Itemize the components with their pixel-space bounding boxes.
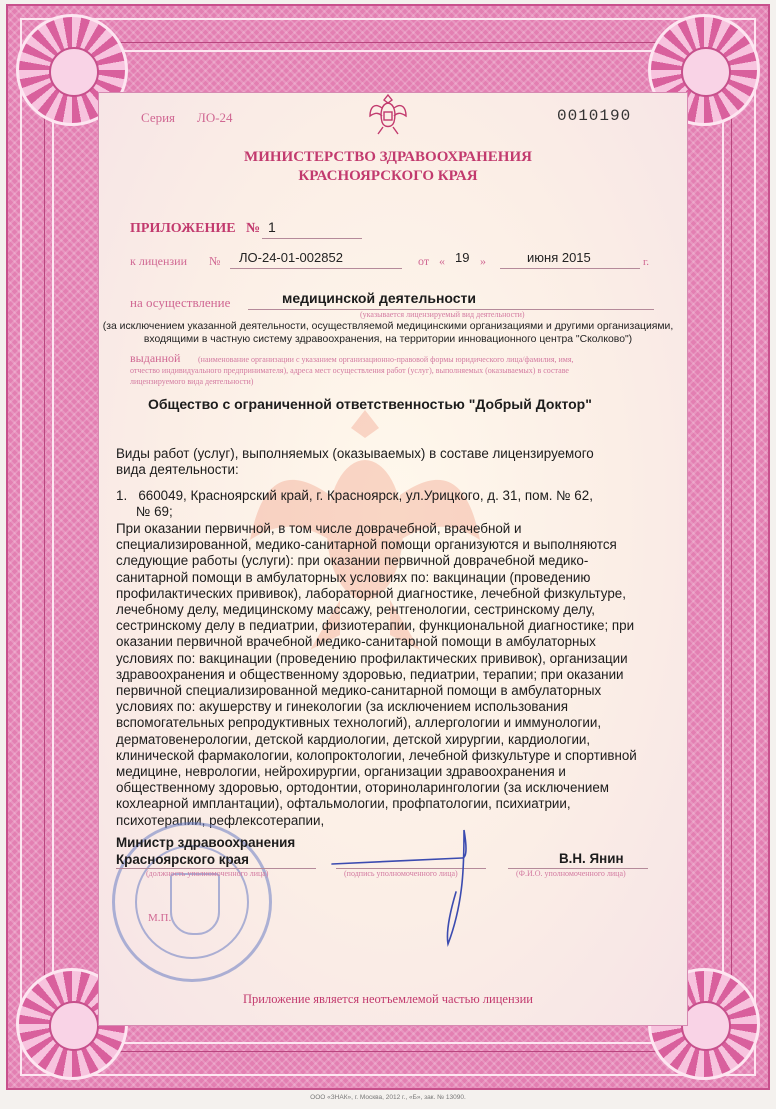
works-line: медицине, неврологии, нейрохирургии, организации здравоохранения и — [116, 764, 566, 780]
position-hint: (должность уполномоченного лица) — [146, 869, 269, 878]
appendix-number: 1 — [268, 219, 276, 235]
license-quote-close: » — [480, 254, 486, 268]
issued-label: выданной — [130, 351, 181, 365]
license-from-label: от — [418, 254, 430, 268]
works-heading — [116, 446, 682, 478]
signature-hint: (подпись уполномоченного лица) — [344, 869, 458, 878]
works-heading-line2: вида деятельности: — [116, 462, 239, 478]
license-month-year: июня 2015 — [527, 250, 591, 265]
organization-name: Общество с ограниченной ответственностью "Добрый Доктор" — [148, 396, 592, 412]
works-line: клинической фармакологии, колопроктологии, лечебной физкультуре и спортивной — [116, 747, 637, 763]
series-label: Серия — [141, 110, 176, 125]
works-line: При оказании первичной, в том числе доврачебной, врачебной и — [116, 521, 522, 536]
form-number: 0010190 — [557, 107, 632, 125]
coat-of-arms-icon — [368, 92, 408, 136]
signatory-position-line1: Министр здравоохранения — [116, 835, 296, 850]
printer-imprint: ООО «ЗНАК», г. Москва, 2012 г., «Б», зак. № 13090. — [310, 1094, 466, 1101]
works-line: лечебному делу, медицинскому массажу, рентгенологии, сестринскому делу, — [116, 602, 595, 618]
license-day: 19 — [455, 250, 470, 265]
works-line: специализированной, медико-санитарной помощи организуются и выполняются — [116, 537, 617, 553]
works-description — [116, 521, 682, 829]
works-line: сестринскому делу в педиатрии, физиотерапии, функциональной диагностике; при — [116, 618, 635, 634]
appendix-number-sign: № — [246, 221, 261, 236]
seal-emblem-icon — [170, 873, 220, 935]
license-number-sign: № — [209, 254, 221, 268]
ministry-title-line2: КРАСНОЯРСКОГО КРАЯ — [298, 168, 478, 184]
works-line: вспомогательных репродуктивных технологий), аллергологии и иммунологии, — [116, 715, 602, 731]
signatory-name: В.Н. Янин — [559, 851, 624, 866]
works-line: условиях по: акушерству и гинекологии (за исключением использования — [116, 699, 568, 715]
series-value: ЛО-24 — [197, 110, 233, 125]
activity-hint: (указывается лицензируемый вид деятельности) — [360, 310, 525, 319]
footer-note: Приложение является неотъемлемой частью лицензии — [243, 992, 533, 1006]
issued-hint-line2: отчество индивидуального предпринимателя), адреса мест осуществления работ (услуг), выполняемых (оказываемых) в составе — [130, 366, 569, 375]
issued-hint-line1: (наименование организации с указанием организационно-правовой формы юридического лица/фамилия, имя, — [198, 355, 574, 364]
works-line: санитарной помощи в амбулаторных условиях по: вакцинации (проведению — [116, 569, 591, 585]
works-line: кохлеарной имплантации), офтальмологии, профпатологии, психиатрии, — [116, 796, 571, 812]
seal-label: М.П. — [148, 912, 172, 924]
ministry-title-line1: МИНИСТЕРСТВО ЗДРАВООХРАНЕНИЯ — [244, 149, 532, 165]
works-address-line2: № 69; — [136, 504, 173, 520]
works-line: дерматовенерологии, детской кардиологии, детской хирургии, кардиологии, — [116, 731, 591, 747]
appendix-underline — [262, 238, 362, 239]
works-line: психотерапии, рефлексотерапии, — [116, 812, 325, 828]
works-line: условиях по: вакцинации (проведению профилактических прививок), организации — [116, 650, 628, 666]
works-line: здравоохранения и общественному здоровью, педиатрии, терапии; при оказании — [116, 666, 624, 682]
works-line: общественному здоровью, ортодонтии, оториноларингологии (за исключением — [116, 780, 609, 796]
works-line: первичной специализированной медико-санитарной помощи в амбулаторных — [116, 683, 602, 699]
activity-value: медицинской деятельности — [282, 290, 477, 306]
license-number: ЛО-24-01-002852 — [239, 250, 343, 265]
works-line: профилактических прививок), лабораторной диагностике, лечебной физкультуре, — [116, 585, 626, 601]
activity-note-line2: входящими в частную систему здравоохранения, на территории инновационного центра "Сколково") — [143, 334, 633, 345]
handwritten-signature-icon — [330, 822, 500, 950]
license-year-suffix: г. — [643, 256, 650, 268]
license-quote-open: « — [439, 254, 445, 268]
works-address — [116, 488, 682, 520]
works-item-number: 1. — [116, 488, 128, 503]
works-line: следующие работы (услуги): при оказании первичной доврачебной медико- — [116, 553, 589, 569]
works-line: оказании первичной врачебной медико-санитарной помощи в амбулаторных — [116, 634, 596, 650]
signatory-position-line2: Красноярского края — [116, 852, 249, 867]
activity-label: на осуществление — [130, 295, 231, 310]
license-number-underline — [230, 268, 402, 269]
works-heading-line1: Виды работ (услуг), выполняемых (оказываемых) в составе лицензируемого — [116, 446, 594, 461]
license-label: к лицензии — [130, 254, 187, 268]
license-date-underline — [500, 268, 640, 269]
name-hint: (Ф.И.О. уполномоченного лица) — [516, 869, 626, 878]
appendix-label: ПРИЛОЖЕНИЕ — [130, 221, 236, 236]
activity-note-line1: (за исключением указанной деятельности, осуществляемой медицинскими организациями и другими организациями, — [102, 321, 674, 332]
works-address-line1: 660049, Красноярский край, г. Красноярск, ул.Урицкого, д. 31, пом. № 62, — [138, 488, 593, 503]
issued-hint-line3: лицензируемого вида деятельности) — [130, 377, 254, 386]
